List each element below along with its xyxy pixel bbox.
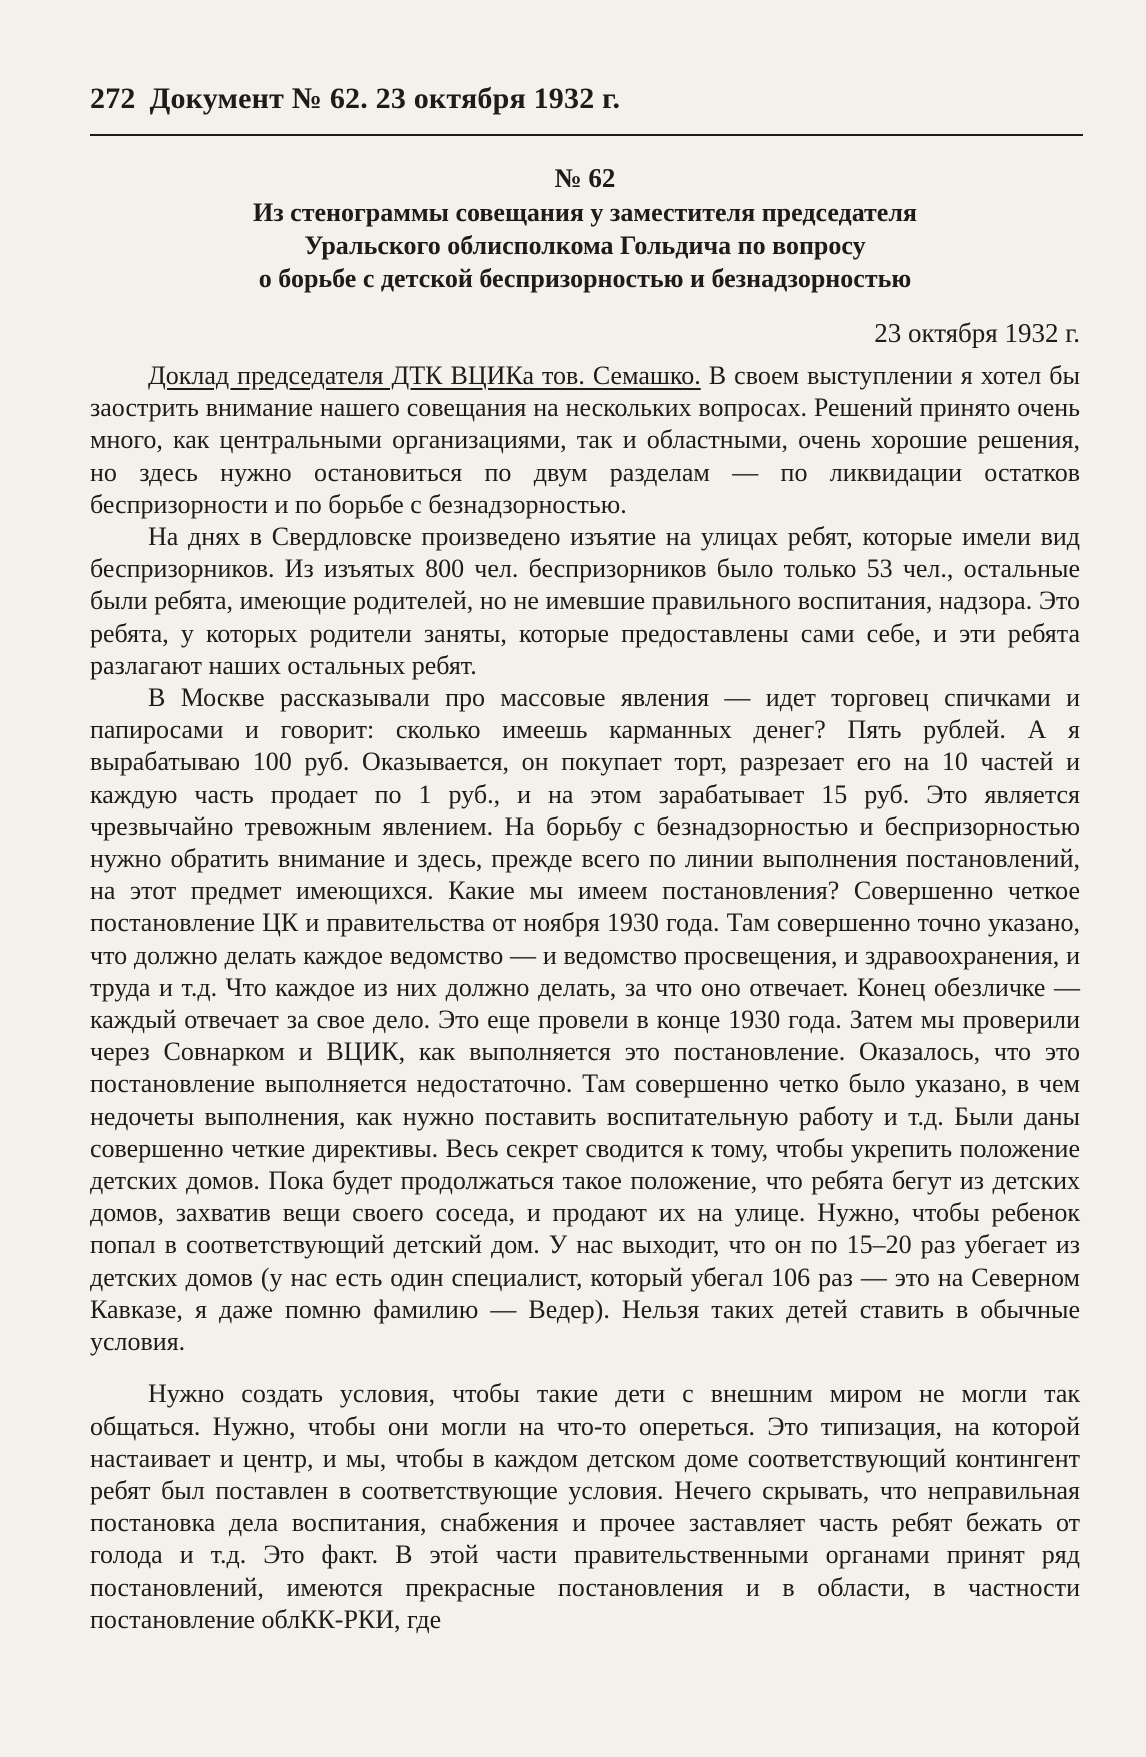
running-head (90, 82, 1080, 116)
paragraph: На днях в Свердловске произведено изъятие на улицах ребят, которые имели вид беспризорников. Из изъятых 800 чел. беспризорников было только 53 чел., остальные были ребята, имеющие родителей, но не имевшие правильного воспитания, надзора. Это ребята, у которых родители заняты, которые предоставлены сами себе, и эти ребята разлагают наших остальных ребят. (90, 522, 1080, 680)
paragraph: Нужно создать условия, чтобы такие дети с внешним миром не могли так общаться. Нужно, чтобы они могли на что-то опереться. Это типизация, на которой настаивает и центр, и мы, чтобы в каждом детском доме соответствующий контингент ребят был поставлен в соответствующие условия. Нечего скрывать, что неправильная постановка дела воспитания, снабжения и прочее заставляет часть ребят бежать от голода и т.д. Это факт. В этой части правительственными органами принят ряд постановлений, имеются прекрасные постановления и в области, в частности постановление облКК-РКИ, где (90, 1379, 1080, 1634)
document-date: 23 октября 1932 г. (874, 318, 1080, 348)
document-title-line: Уральского облисполкома Гольдича по вопросу (304, 231, 866, 260)
running-head-title: Документ № 62. 23 октября 1932 г. (149, 82, 621, 115)
document-title (120, 196, 1050, 295)
paragraph-text: В своем выступлении я хотел бы заострить внимание нашего совещания на нескольких вопросах. Решений принято очень много, как центральными организациями, так и областными, очень хорошие решения, но здесь нужно остановиться по двум разделам — по ликвидации остатков беспризорности и по борьбе с безнадзорностью. (90, 361, 1080, 519)
paragraph (90, 360, 1080, 521)
document-title-line: о борьбе с детской беспризорностью и безнадзорностью (258, 264, 912, 293)
speaker-label: Доклад председателя ДТК ВЦИКа тов. Семашко. (148, 361, 701, 390)
header-rule (90, 134, 1083, 136)
page-number: 272 (90, 82, 136, 115)
paragraph: В Москве рассказывали про массовые явления — идет торговец спичками и папиросами и говорит: сколько имеешь карманных денег? Пять рублей. А я вырабатываю 100 руб. Оказывается, он покупает торт, разрезает его на 10 частей и каждую часть продает по 1 руб., и на этом зарабатывает 15 руб. Это является чрезвычайно тревожным явлением. На борьбу с безнадзорностью и беспризорностью нужно обратить внимание и здесь, прежде всего по линии выполнения постановлений, на этот предмет имеющихся. Какие мы имеем постановления? Совершенно четкое постановление ЦК и правительства от ноября 1930 года. Там совершенно точно указано, что должно делать каждое ведомство — и ведомство просвещения, и здравоохранения, и труда и т.д. Что каждое из них должно делать, за что оно отвечает. Конец обезличке — каждый отвечает за свое дело. Это еще провели в конце 1930 года. Затем мы проверили через Совнарком и ВЦИК, как выполняется это постановление. Оказалось, что это постановление выполняется недостаточно. Там совершенно четко было указано, в чем недочеты выполнения, как нужно поставить воспитательную работу и т.д. Были даны совершенно четкие директивы. Весь секрет сводится к тому, чтобы укрепить положение детских домов. Пока будет продолжаться такое положение, что ребята бегут из детских домов, захватив вещи своего соседа, и продают их на улице. Нужно, чтобы ребенок попал в соответствующий детский дом. У нас выходит, что он по 15–20 раз убегает из детских домов (у нас есть один специалист, который убегал 106 раз — это на Северном Кавказе, я даже помню фамилию — Ведер). Нельзя таких детей ставить в обычные условия. (90, 683, 1080, 1357)
document-title-line: Из стенограммы совещания у заместителя председателя (252, 198, 917, 227)
document-body (90, 360, 1080, 1636)
document-number: № 62 (554, 163, 616, 193)
